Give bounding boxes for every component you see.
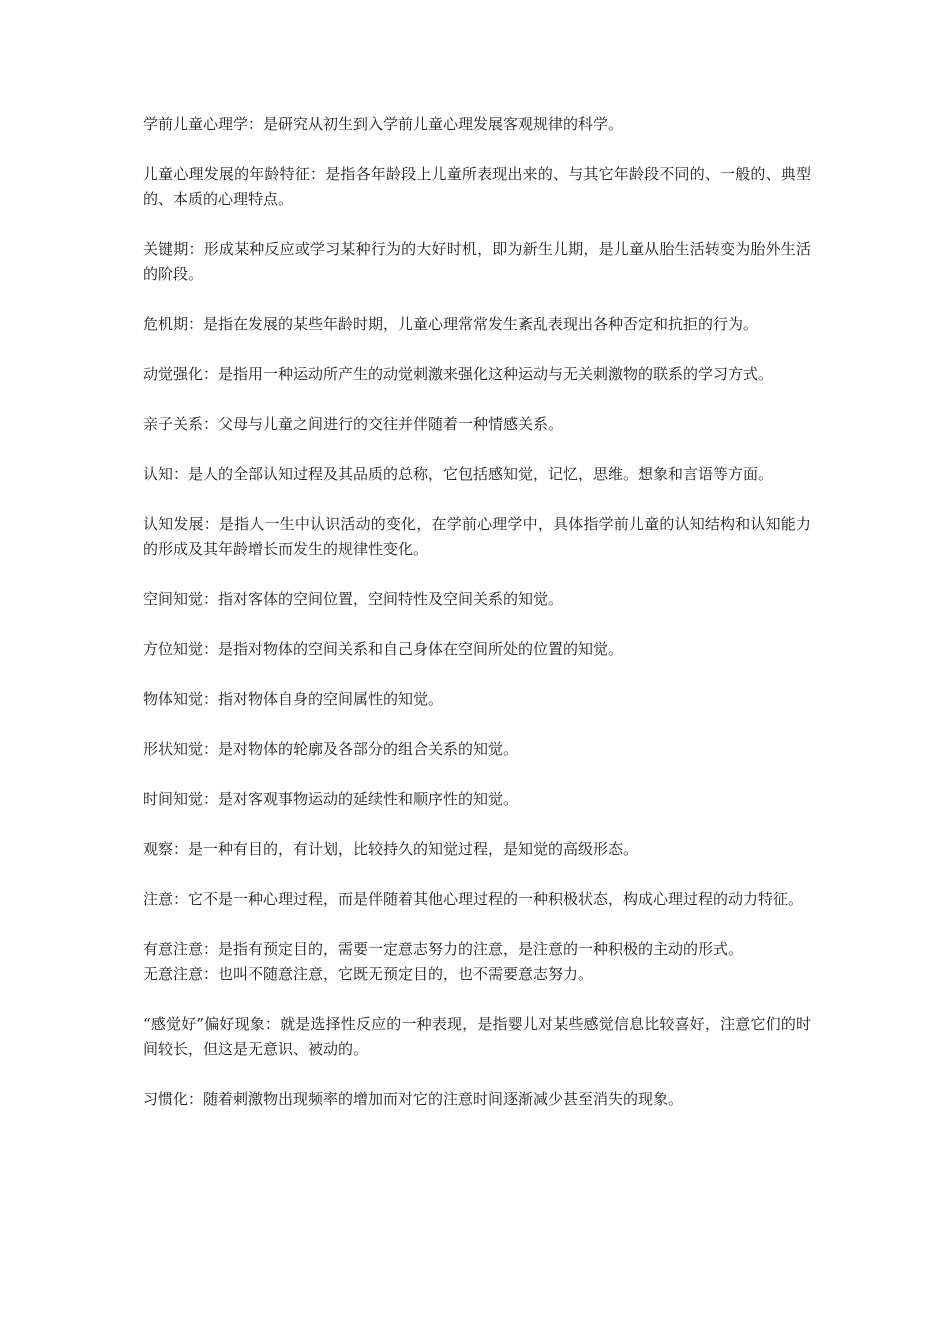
definition-cognitive-development: 认知发展：是指人一生中认识活动的变化，在学前心理学中，具体指学前儿童的认知结构和认知能力的形成及其年龄增长而发生的规律性变化。: [143, 515, 811, 558]
definition-habituation: 习惯化：随着刺激物出现频率的增加而对它的注意时间逐渐减少甚至消失的现象。: [143, 1090, 684, 1108]
definition-feel-good-preference: “感觉好”偏好现象：就是选择性反应的一种表现，是指婴儿对某些感觉信息比较喜好，注意它们的时间较长，但这是无意识、被动的。: [143, 1015, 811, 1058]
definition-space-perception: 空间知觉：指对客体的空间位置，空间特性及空间关系的知觉。: [143, 590, 564, 608]
definition-time-perception: 时间知觉：是对客观事物运动的延续性和顺序性的知觉。: [143, 790, 519, 808]
definition-voluntary-attention: 有意注意：是指有预定目的，需要一定意志努力的注意，是注意的一种积极的主动的形式。: [143, 940, 744, 958]
definition-crisis-period: 危机期：是指在发展的某些年龄时期，儿童心理常常发生紊乱表现出各种否定和抗拒的行为。: [143, 315, 759, 333]
definition-attention: 注意：它不是一种心理过程，而是伴随着其他心理过程的一种积极状态，构成心理过程的动力特征。: [143, 890, 804, 908]
definition-cognition: 认知：是人的全部认知过程及其品质的总称，它包括感知觉，记忆，思维。想象和言语等方面。: [143, 465, 774, 483]
document-body: [143, 112, 811, 1137]
definition-object-perception: 物体知觉：指对物体自身的空间属性的知觉。: [143, 690, 444, 708]
definition-involuntary-attention: 无意注意：也叫不随意注意，它既无预定目的，也不需要意志努力。: [143, 965, 594, 983]
definition-critical-period: 关键期：形成某种反应或学习某种行为的大好时机，即为新生儿期，是儿童从胎生活转变为胎外生活的阶段。: [143, 240, 811, 283]
definition-age-characteristics: 儿童心理发展的年龄特征：是指各年龄段上儿童所表现出来的、与其它年龄段不同的、一般的、典型的、本质的心理特点。: [143, 165, 811, 208]
definition-parent-child-relationship: 亲子关系：父母与儿童之间进行的交往并伴随着一种情感关系。: [143, 415, 564, 433]
definition-shape-perception: 形状知觉：是对物体的轮廓及各部分的组合关系的知觉。: [143, 740, 519, 758]
definition-orientation-perception: 方位知觉：是指对物体的空间关系和自己身体在空间所处的位置的知觉。: [143, 640, 624, 658]
definition-observation: 观察：是一种有目的，有计划，比较持久的知觉过程，是知觉的高级形态。: [143, 840, 639, 858]
definition-kinesthetic-reinforcement: 动觉强化：是指用一种运动所产生的动觉刺激来强化这种运动与无关刺激物的联系的学习方式。: [143, 365, 774, 383]
definition-preschool-child-psychology: 学前儿童心理学：是研究从初生到入学前儿童心理发展客观规律的科学。: [143, 115, 624, 133]
